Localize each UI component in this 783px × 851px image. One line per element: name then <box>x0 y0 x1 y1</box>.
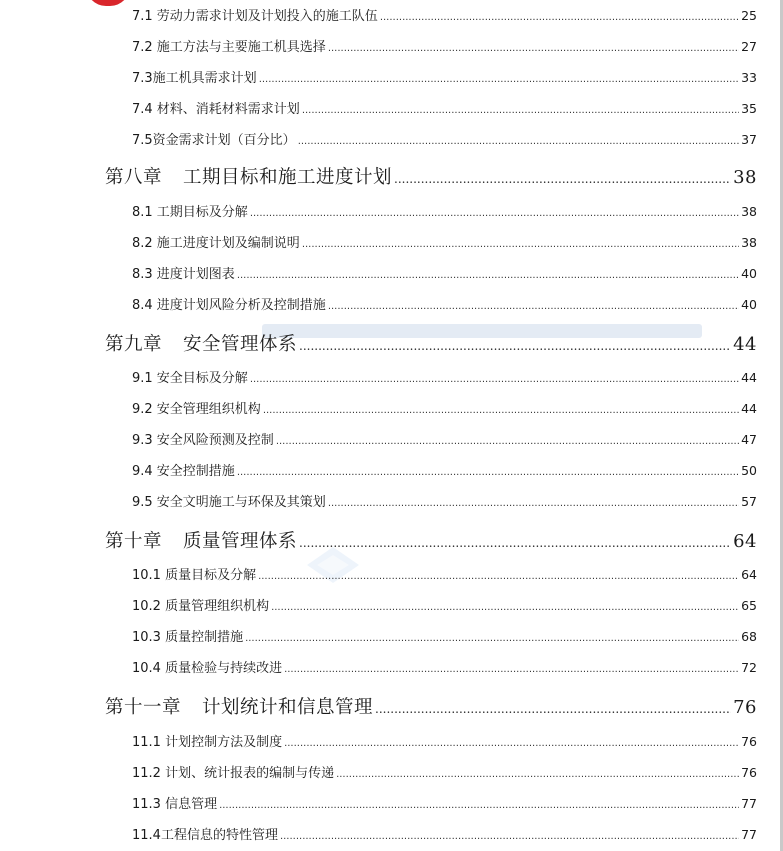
dot-leader <box>375 702 731 716</box>
toc-section-entry[interactable] <box>132 398 757 420</box>
chapter-title: 质量管理体系 <box>183 531 298 552</box>
dot-leader <box>328 301 739 312</box>
dot-leader <box>245 633 739 644</box>
dot-leader <box>280 831 739 842</box>
dot-leader <box>237 270 739 281</box>
section-title: 8.1 工期目标及分解 <box>132 205 248 220</box>
dot-leader <box>298 136 739 147</box>
dot-leader <box>284 664 739 675</box>
dot-leader <box>284 738 739 749</box>
section-title: 8.4 进度计划风险分析及控制措施 <box>132 298 326 313</box>
section-title: 7.5资金需求计划（百分比） <box>132 133 296 148</box>
dot-leader <box>263 405 739 416</box>
toc-section-entry[interactable] <box>132 294 757 316</box>
toc-section-entry[interactable] <box>132 824 757 846</box>
dot-leader <box>380 12 739 23</box>
toc-section-entry[interactable] <box>132 564 757 586</box>
dot-leader <box>250 374 739 385</box>
page-number: 72 <box>741 660 757 675</box>
page-number: 40 <box>741 266 757 281</box>
toc-chapter-entry[interactable] <box>105 693 757 721</box>
toc-section-entry[interactable] <box>132 491 757 513</box>
toc-section-entry[interactable] <box>132 67 757 89</box>
dot-leader <box>328 498 739 509</box>
page-number: 64 <box>733 531 757 552</box>
chapter-title: 安全管理体系 <box>183 334 298 355</box>
chapter-number: 第九章 <box>105 334 163 355</box>
dot-leader <box>258 571 739 582</box>
toc-section-entry[interactable] <box>132 762 757 784</box>
page-number: 77 <box>741 796 757 811</box>
page-number: 44 <box>741 401 757 416</box>
dot-leader <box>219 800 739 811</box>
section-title: 7.3施工机具需求计划 <box>132 71 257 86</box>
page-number: 38 <box>741 235 757 250</box>
toc-section-entry[interactable] <box>132 595 757 617</box>
page-number: 76 <box>741 765 757 780</box>
toc-section-entry[interactable] <box>132 460 757 482</box>
toc-section-entry[interactable] <box>132 201 757 223</box>
toc-chapter-entry[interactable] <box>105 163 757 191</box>
toc-section-entry[interactable] <box>132 5 757 27</box>
section-title: 8.3 进度计划图表 <box>132 267 235 282</box>
section-title: 7.1 劳动力需求计划及计划投入的施工队伍 <box>132 9 378 24</box>
section-title: 11.2 计划、统计报表的编制与传递 <box>132 766 335 781</box>
dot-leader <box>271 602 739 613</box>
chapter-title: 计划统计和信息管理 <box>202 697 374 718</box>
page-number: 40 <box>741 297 757 312</box>
page-number: 35 <box>741 101 757 116</box>
chapter-number: 第十一章 <box>105 697 182 718</box>
page-number: 44 <box>741 370 757 385</box>
section-title: 10.1 质量目标及分解 <box>132 568 257 583</box>
dot-leader <box>302 239 739 250</box>
dot-leader <box>394 172 731 186</box>
chapter-title: 工期目标和施工进度计划 <box>183 167 393 188</box>
section-title: 9.3 安全风险预测及控制 <box>132 433 274 448</box>
toc-chapter-entry[interactable] <box>105 527 757 555</box>
page-number: 64 <box>741 567 757 582</box>
dot-leader <box>276 436 739 447</box>
section-title: 7.2 施工方法与主要施工机具选择 <box>132 40 326 55</box>
section-title: 9.5 安全文明施工与环保及其策划 <box>132 495 326 510</box>
dot-leader <box>302 105 739 116</box>
section-title: 8.2 施工进度计划及编制说明 <box>132 236 300 251</box>
toc-section-entry[interactable] <box>132 731 757 753</box>
page-number: 65 <box>741 598 757 613</box>
section-title: 11.4工程信息的特性管理 <box>132 828 278 843</box>
toc-section-entry[interactable] <box>132 129 757 151</box>
page-number: 44 <box>733 334 757 355</box>
section-title: 9.1 安全目标及分解 <box>132 371 248 386</box>
toc-section-entry[interactable] <box>132 232 757 254</box>
page-number: 38 <box>733 167 757 188</box>
chapter-number: 第八章 <box>105 167 163 188</box>
dot-leader <box>299 536 731 550</box>
dot-leader <box>299 339 731 353</box>
dot-leader <box>250 208 739 219</box>
dot-leader <box>237 467 739 478</box>
page-number: 57 <box>741 494 757 509</box>
dot-leader <box>336 769 739 780</box>
page-number: 25 <box>741 8 757 23</box>
page-number: 68 <box>741 629 757 644</box>
section-title: 11.1 计划控制方法及制度 <box>132 735 283 750</box>
toc-section-entry[interactable] <box>132 367 757 389</box>
dot-leader <box>328 43 739 54</box>
toc-section-entry[interactable] <box>132 98 757 120</box>
section-title: 10.2 质量管理组织机构 <box>132 599 270 614</box>
chapter-number: 第十章 <box>105 531 163 552</box>
page-number: 47 <box>741 432 757 447</box>
page-number: 76 <box>733 697 757 718</box>
toc-section-entry[interactable] <box>132 657 757 679</box>
corner-mark <box>86 0 130 6</box>
section-title: 7.4 材料、消耗材料需求计划 <box>132 102 300 117</box>
toc-section-entry[interactable] <box>132 793 757 815</box>
page-number: 76 <box>741 734 757 749</box>
page-number: 27 <box>741 39 757 54</box>
page-number: 77 <box>741 827 757 842</box>
page-number: 50 <box>741 463 757 478</box>
page-number: 38 <box>741 204 757 219</box>
section-title: 9.2 安全管理组织机构 <box>132 402 261 417</box>
toc-section-entry[interactable] <box>132 263 757 285</box>
section-title: 11.3 信息管理 <box>132 797 218 812</box>
page-number: 37 <box>741 132 757 147</box>
toc-section-entry[interactable] <box>132 626 757 648</box>
toc-section-entry[interactable] <box>132 429 757 451</box>
page-number: 33 <box>741 70 757 85</box>
section-title: 10.4 质量检验与持续改进 <box>132 661 283 676</box>
dot-leader <box>259 74 739 85</box>
section-title: 10.3 质量控制措施 <box>132 630 244 645</box>
section-title: 9.4 安全控制措施 <box>132 464 235 479</box>
toc-chapter-entry[interactable] <box>105 330 757 358</box>
toc-section-entry[interactable] <box>132 36 757 58</box>
